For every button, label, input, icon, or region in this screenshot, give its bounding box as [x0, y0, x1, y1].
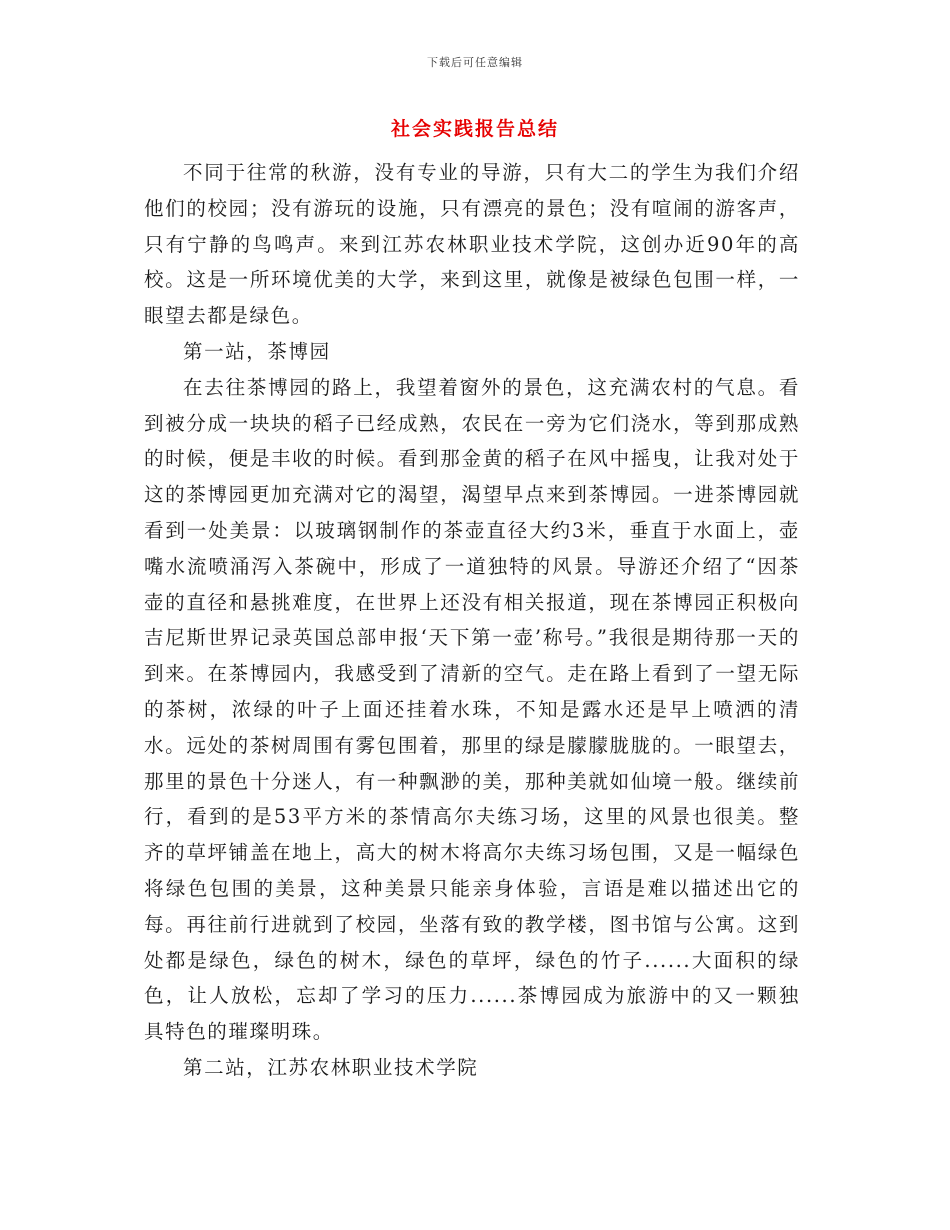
document-body: [144, 155, 800, 1086]
section-heading-first-stop: 第一站，茶博园: [183, 339, 331, 363]
paragraph-tea-garden: 在去往茶博园的路上，我望着窗外的景色，这充满农村的气息。看到被分成一块块的稻子已经成熟，农民在一旁为它们浇水，等到那成熟的时候，便是丰收的时候。看到那金黄的稻子在风中摇曳，让我对处于这的茶博园更加充满对它的渴望，渴望早点来到茶博园。一进茶博园就看到一处美景：以玻璃钢制作的茶壶直径大约3米，垂直于水面上，壶嘴水流喷涌泻入茶碗中，形成了一道独特的风景。导游还介绍了“因茶壶的直径和悬挑难度，在世界上还没有相关报道，现在茶博园正积极向吉尼斯世界记录英国总部申报‘天下第一壶’称号。”我很是期待那一天的到来。在茶博园内，我感受到了清新的空气。走在路上看到了一望无际的茶树，浓绿的叶子上面还挂着水珠，不知是露水还是早上喷洒的清水。远处的茶树周围有雾包围着，那里的绿是朦朦胧胧的。一眼望去，那里的景色十分迷人，有一种飘渺的美，那种美就如仙境一般。继续前行，看到的是53平方米的茶情高尔夫练习场，这里的风景也很美。整齐的草坪铺盖在地上，高大的树木将高尔夫练习场包围，又是一幅绿色将绿色包围的美景，这种美景只能亲身体验，言语是难以描述出它的每。再往前行进就到了校园，坐落有致的教学楼，图书馆与公寓。这到处都是绿色，绿色的树木，绿色的草坪，绿色的竹子......大面积的绿色，让人放松，忘却了学习的压力......茶博园成为旅游中的又一颗独具特色的璀璨明珠。: [144, 375, 800, 1044]
paragraph-intro: 不同于往常的秋游，没有专业的导游，只有大二的学生为我们介绍他们的校园；没有游玩的设施，只有漂亮的景色；没有喧闹的游客声，只有宁静的鸟鸣声。来到江苏农林职业技术学院，这创办近90年的高校。这是一所环境优美的大学，来到这里，就像是被绿色包围一样，一眼望去都是绿色。: [144, 161, 800, 328]
header-note: 下载后可任意编辑: [427, 56, 523, 69]
section-heading-second-stop: 第二站，江苏农林职业技术学院: [183, 1055, 479, 1079]
document-title: 社会实践报告总结: [390, 118, 559, 140]
